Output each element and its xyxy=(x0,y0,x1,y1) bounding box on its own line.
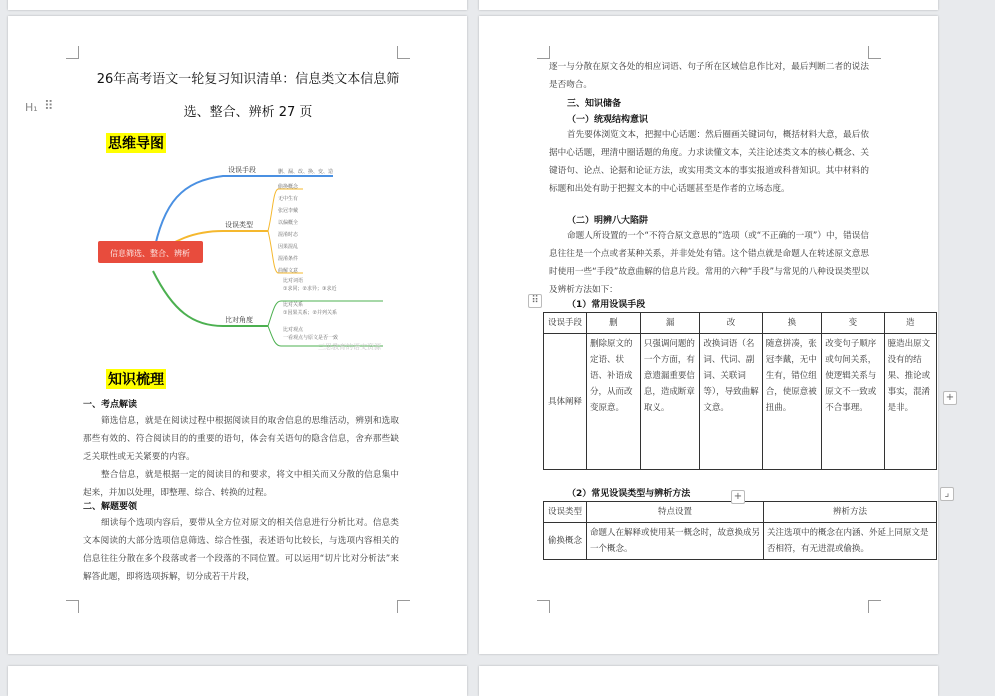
section-heading: 二、解题要领 xyxy=(83,502,138,512)
table-cell: 改变句子顺序或句间关系，使逻辑关系与原文不一致或不合事理。 xyxy=(822,334,884,470)
page-prev-right xyxy=(479,0,938,10)
table-header-cell: 辨析方法 xyxy=(764,502,937,523)
add-row-button[interactable]: + xyxy=(731,490,745,504)
paragraph: 逐一与分散在原文各处的相应词语、句子所在区域信息作比对，最后判断二者的说法是否吻合。 xyxy=(549,62,869,90)
table-resize-handle[interactable]: ⌟ xyxy=(940,487,954,501)
table-row xyxy=(544,502,937,523)
table-header-cell: 设误类型 xyxy=(544,502,587,523)
paragraph: 命题人所设置的一个“不符合原文意思的”选项（或“不正确的一项”）中，错误信息往往是一个点或者某种关系，并非处处有错。这个错点就是命题人在转述原文意思时使用一些“手段”故意曲解的信息片段。常用的六种“手段”与常见的八种设误类型以及辨析方法如下： xyxy=(549,231,869,295)
mindmap-branch-1: 设误手段 xyxy=(228,166,256,174)
document-page-left xyxy=(8,16,467,654)
mindmap-leaf: 一看观点与原文是否一致 xyxy=(283,335,339,341)
section-heading: 三、知识储备 xyxy=(567,99,622,109)
mindmap-leaf: ①求同；②求异；③求近 xyxy=(283,286,337,292)
mindmap-leaf: 偷换概念 xyxy=(278,184,299,190)
paragraph: 细读每个选项内容后，要带从全方位对原文的相关信息进行分析比对。信息类文本阅读的大部分选项信息筛选、综合性强，表述语句比较长，与选项内容相关的信息往往分散在多个段落或者一个段落的不同位置。可以运用“切片比对分析法”来解答此题，即将选项拆解，切分成若干片段， xyxy=(83,518,399,582)
page-next-right xyxy=(479,666,938,696)
table-row xyxy=(544,523,937,560)
table-cell: 命题人在解释或使用某一概念时，故意换成另一个概念。 xyxy=(587,523,764,560)
table-cell: 关注选项中的概念在内涵、外延上同原文是否相符，有无进混或偷换。 xyxy=(764,523,937,560)
drag-handle-icon[interactable]: ⠿ xyxy=(44,99,54,114)
mindmap-leaf: 比对关系 xyxy=(283,302,304,308)
table-header-cell: 造 xyxy=(884,313,936,334)
table-cell: 随意拼凑，张冠李戴，无中生有，错位组合，使原意被扭曲。 xyxy=(762,334,822,470)
document-title-line1: 26年高考语文一轮复习知识清单：信息类文本信息筛 xyxy=(96,72,400,87)
crop-mark xyxy=(868,46,881,59)
table-header-cell: 变 xyxy=(822,313,884,334)
crop-mark xyxy=(66,600,79,613)
page-next-left xyxy=(8,666,467,696)
crop-mark xyxy=(868,600,881,613)
mindmap-leaf: 因果混乱 xyxy=(278,244,299,250)
table-row-label: 具体阐释 xyxy=(544,334,587,470)
table-move-handle[interactable]: ⠿ xyxy=(528,294,542,308)
table-row xyxy=(544,334,937,470)
table1-caption: （1）常用设误手段 xyxy=(567,300,646,310)
table-header-cell: 改 xyxy=(700,313,762,334)
mindmap-center-label: 信息筛选、整合、辨析 xyxy=(110,249,190,258)
mindmap-leaf: 比对观点 xyxy=(283,327,304,333)
table-row xyxy=(544,313,937,334)
table2-caption: （2）常见设误类型与辨析方法 xyxy=(567,489,691,499)
table-header-cell: 漏 xyxy=(640,313,700,334)
crop-mark xyxy=(66,46,79,59)
table-cell: 只强调问题的一个方面，有意遗漏重要信息，造成断章取义。 xyxy=(640,334,700,470)
mindmap-branch-2: 设误类型 xyxy=(225,221,253,229)
document-title-line2: 选、整合、辨析 27 页 xyxy=(183,105,313,120)
mindmap-leaf: 混淆时态 xyxy=(278,232,299,238)
page-prev-left xyxy=(8,0,467,10)
mindmap-branch-3: 比对角度 xyxy=(225,316,253,324)
table-header-cell: 删 xyxy=(587,313,641,334)
add-column-button[interactable]: + xyxy=(943,391,957,405)
section-heading: （一）统观结构意识 xyxy=(567,115,649,125)
heading-mindmap: 思维导图 xyxy=(106,133,166,153)
mindmap-leaf: 删、漏、改、换、变、造 xyxy=(278,169,334,175)
table-cell: 删除原文的定语、状语、补语成分，从而改变原意。 xyxy=(587,334,641,470)
section-heading: （二）明辨八大陷阱 xyxy=(567,216,649,226)
table-header-cell: 特点设置 xyxy=(587,502,764,523)
mindmap-leaf: 张冠李戴 xyxy=(278,208,299,214)
document-page-right xyxy=(479,16,938,654)
mindmap-leaf: 比对词语 xyxy=(283,278,304,284)
paragraph: 筛选信息，就是在阅读过程中根据阅读目的取舍信息的思维活动，辨别和选取那些有效的、符合阅读目的的重要的语句，体会有关语句的隐含信息，舍弃那些缺乏关联性或无关紧要的内容。 xyxy=(83,416,399,462)
mindmap-leaf: 无中生有 xyxy=(278,196,299,202)
table-common-error-methods xyxy=(543,312,937,470)
paragraph: 首先要体浏览文本，把握中心话题：然后圈画关键词句，概括材料大意，最后依据中心话题，理清中圈话题的角度。力求读懂文本，关注论述类文本的核心概念、关键语句、论点、论据和论证方法，或实用类文本的事实报道或科普知识。其中材料的标题和出处有助于把握文本的中心话题甚至是作者的立场态度。 xyxy=(549,130,869,194)
table-cell: 臆造出原文没有的结果、推论或事实，混淆是非。 xyxy=(884,334,936,470)
crop-mark xyxy=(397,46,410,59)
heading-level-icon[interactable]: H₁ xyxy=(25,101,38,114)
mindmap-leaf: 混淆条件 xyxy=(278,256,299,262)
table-cell: 改换词语（名词、代词、副词、关联词等），导致曲解文意。 xyxy=(700,334,762,470)
crop-mark xyxy=(537,600,550,613)
mindmap-diagram xyxy=(93,161,393,351)
table-cell: 偷换概念 xyxy=(544,523,587,560)
table-header-cell: 换 xyxy=(762,313,822,334)
section-heading: 一、考点解读 xyxy=(83,400,138,410)
mindmap-leaf: ①因果关系；②并列关系 xyxy=(283,310,337,316)
heading-knowledge: 知识梳理 xyxy=(106,369,166,389)
paragraph: 整合信息，就是根据一定的阅读目的和要求，将文中相关而又分散的信息集中起来，并加以处理，即整理、综合、转换的过程。 xyxy=(83,470,399,498)
mindmap-leaf: 曲解文意 xyxy=(278,268,299,274)
crop-mark xyxy=(397,600,410,613)
table-error-types xyxy=(543,501,937,560)
mindmap-leaf: 以偏概全 xyxy=(278,220,299,226)
watermark-text: 三思教育的语文资源 xyxy=(318,343,381,351)
table-header-cell: 设误手段 xyxy=(544,313,587,334)
